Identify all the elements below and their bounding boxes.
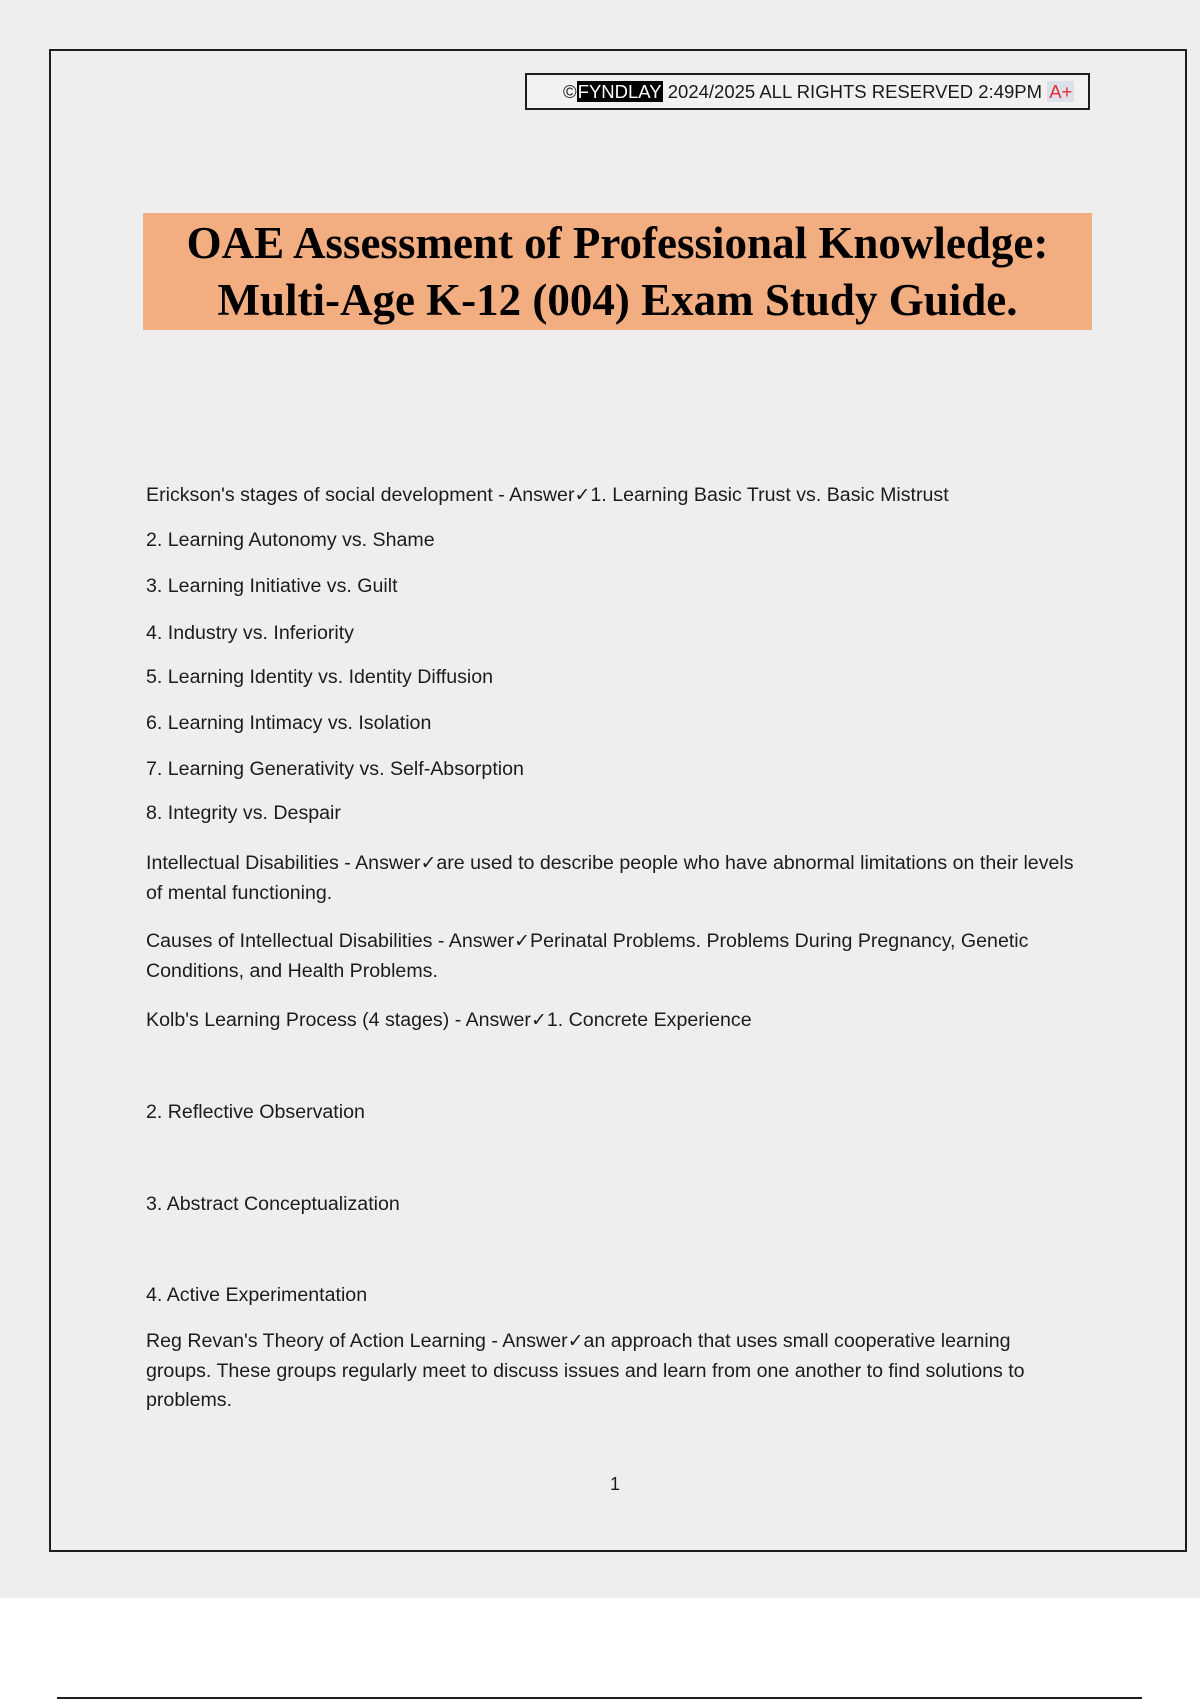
answer-marker: - Answer (437, 930, 515, 952)
brand-highlight: FYNDLAY (577, 81, 662, 102)
list-item: 2. Reflective Observation (146, 1101, 365, 1123)
answer: Perinatal Problems. Problems During Pregnancy, Genetic Conditions, and Health Problems. (146, 930, 1029, 982)
answer: 1. Concrete Experience (546, 1009, 752, 1031)
entry-kolb (146, 1005, 752, 1035)
check-icon: ✓ (420, 852, 437, 874)
term: Kolb's Learning Process (4 stages) (146, 1009, 455, 1031)
check-icon: ✓ (567, 1330, 584, 1352)
entry-revan (146, 1327, 1076, 1416)
copyright-header (525, 73, 1090, 110)
answer: an approach that uses small cooperative learning groups. These groups regularly meet to discuss issues and learn from one another to find solutions to problems. (146, 1330, 1025, 1411)
check-icon: ✓ (530, 1009, 547, 1031)
answer-marker: - Answer (344, 852, 421, 874)
answer-marker: - Answer (498, 484, 575, 506)
check-icon: ✓ (514, 930, 531, 952)
list-item: 5. Learning Identity vs. Identity Diffusion (146, 666, 494, 688)
answer: are used to describe people who have abnormal limitations on their levels of mental functioning. (146, 852, 1074, 904)
list-item: 3. Abstract Conceptualization (146, 1193, 400, 1215)
term: Erickson's stages of social development (146, 484, 499, 506)
term: Reg Revan's Theory of Action Learning (146, 1330, 492, 1352)
term: Intellectual Disabilities (146, 852, 345, 874)
document-title (143, 213, 1092, 330)
copyright-text: 2024/2025 ALL RIGHTS RESERVED 2:49PM (662, 81, 1048, 102)
term: Causes of Intellectual Disabilities (146, 930, 438, 952)
answer: 1. Learning Basic Trust vs. Basic Mistrust (590, 484, 949, 506)
list-item: 4. Industry vs. Inferiority (146, 622, 354, 644)
entry-causes (146, 926, 1076, 986)
check-icon: ✓ (574, 484, 591, 506)
list-item: 3. Learning Initiative vs. Guilt (146, 575, 398, 597)
answer-marker: - Answer (491, 1330, 568, 1352)
list-item: 2. Learning Autonomy vs. Shame (146, 529, 435, 551)
title-line-2: Multi-Age K-12 (004) Exam Study Guide. (217, 275, 1018, 325)
page-number: 1 (610, 1474, 621, 1494)
next-page-top-rule (57, 1697, 1142, 1699)
list-item: 7. Learning Generativity vs. Self-Absorption (146, 758, 524, 780)
list-item: 4. Active Experimentation (146, 1284, 368, 1306)
grade-badge: A+ (1049, 81, 1073, 102)
list-item: 8. Integrity vs. Despair (146, 802, 341, 824)
entry-intellectual-disabilities (146, 848, 1076, 908)
entry-erickson (146, 480, 949, 510)
copyright-symbol: © (563, 81, 577, 102)
list-item: 6. Learning Intimacy vs. Isolation (146, 712, 432, 734)
answer-marker: - Answer (454, 1009, 531, 1031)
title-line-1: OAE Assessment of Professional Knowledge: (186, 218, 1049, 268)
